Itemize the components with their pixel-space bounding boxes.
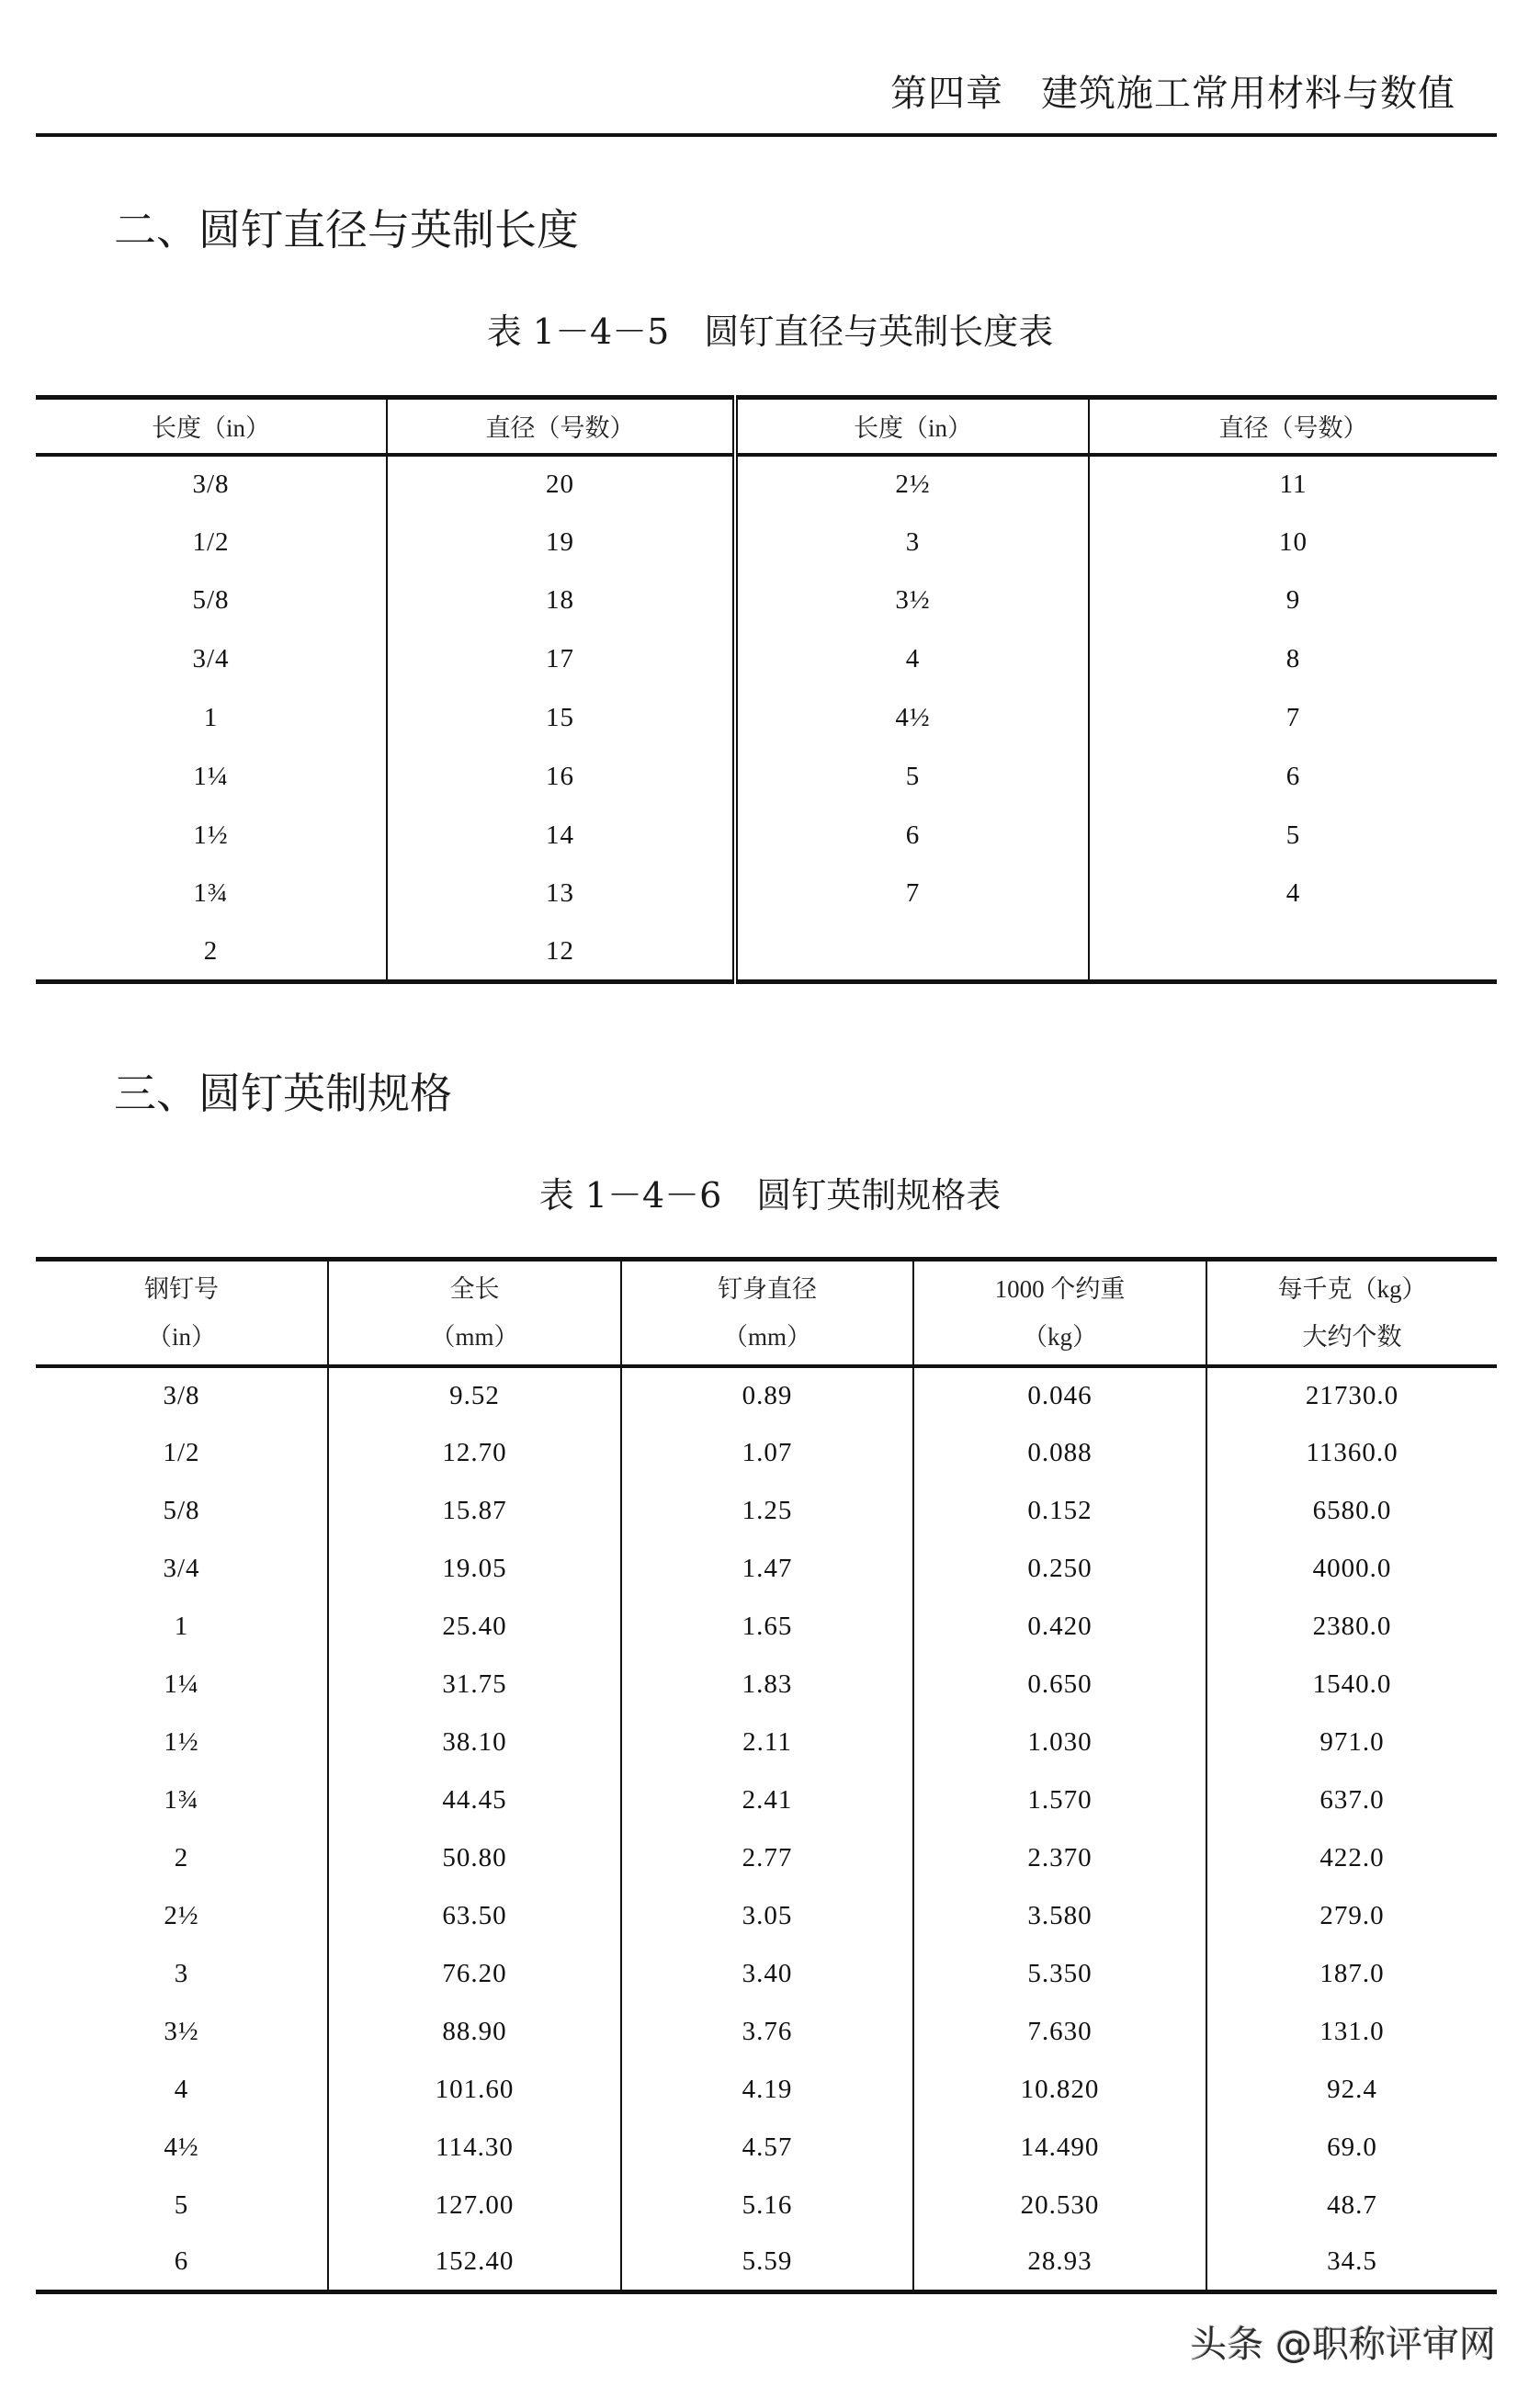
table-cell: 6 (174, 2246, 189, 2277)
table-cell: 16 (387, 747, 735, 806)
table-cell: 2.41 (621, 1771, 913, 1829)
table-cell: 127.00 (328, 2177, 621, 2234)
table-cell: 2.77 (621, 1829, 913, 1887)
table-cell: 5.350 (913, 1945, 1206, 2003)
table-cell: 4 (1089, 865, 1497, 923)
table-cell: 2 (174, 1842, 189, 1872)
table-cell: 19 (387, 513, 735, 571)
table-cell: 1.07 (621, 1424, 913, 1482)
table-cell: 15.87 (328, 1482, 621, 1540)
table-cell: 187.0 (1206, 1945, 1497, 2003)
section-title-nail-diameter: 二、圆钉直径与英制长度 (114, 205, 579, 255)
table-cell: 1/2 (192, 526, 230, 557)
table-cell: 1¾ (193, 878, 229, 909)
table-cell: 971.0 (1206, 1714, 1497, 1771)
table-cell: 1 (174, 1611, 189, 1641)
table-cell: 48.7 (1206, 2177, 1497, 2234)
table-header-row (36, 1260, 1497, 1366)
nail-imperial-spec-table (36, 1257, 1497, 2294)
table-cell: 3/4 (192, 644, 230, 674)
table-row (36, 1424, 1497, 1482)
table-cell: 3½ (164, 2016, 199, 2046)
table-cell: 422.0 (1206, 1829, 1497, 1887)
table-cell: 1.570 (913, 1771, 1206, 1829)
running-head: 第四章 建筑施工常用材料与数值 (890, 73, 1455, 115)
watermark: 头条 @职称评审网 (1190, 2324, 1496, 2366)
table-cell: 4.19 (621, 2061, 913, 2119)
table-cell: 15 (387, 689, 735, 748)
table-row (36, 1482, 1497, 1540)
header-rule (36, 133, 1497, 137)
table-cell: 0.650 (913, 1656, 1206, 1714)
header-line: 1000 个约重 (994, 1274, 1126, 1303)
table-cell: 12.70 (328, 1424, 621, 1482)
table-cell: 1¼ (193, 761, 229, 791)
col-header-diameter: 直径（号数） (387, 398, 735, 455)
table-row (36, 630, 1497, 689)
table-cell: 152.40 (328, 2234, 621, 2292)
table-row (36, 2061, 1497, 2119)
table-cell: 19.05 (328, 1540, 621, 1598)
table-row (36, 689, 1497, 748)
table-cell: 3½ (735, 571, 1089, 630)
table-cell: 88.90 (328, 2003, 621, 2061)
table-row (36, 865, 1497, 923)
header-line: 钢钉号 (144, 1274, 219, 1303)
table-row (36, 2234, 1497, 2292)
table-cell: 3.580 (913, 1887, 1206, 1945)
header-unit: （kg） (1023, 1322, 1097, 1351)
col-header-length: 长度（in） (735, 398, 1089, 455)
table-cell: 9.52 (328, 1366, 621, 1424)
header-unit: （mm） (722, 1322, 811, 1351)
table-cell: 13 (387, 865, 735, 923)
header-line: 大约个数 (1302, 1322, 1402, 1351)
table-cell: 2.11 (621, 1714, 913, 1771)
col-header-diameter: 直径（号数） (1089, 398, 1497, 455)
table-cell: 1 (203, 703, 219, 733)
table-cell: 1540.0 (1206, 1656, 1497, 1714)
table-cell: 1½ (164, 1726, 199, 1757)
table-cell: 3.76 (621, 2003, 913, 2061)
table-cell: 20 (387, 455, 735, 514)
table-cell: 3/4 (163, 1553, 200, 1583)
table-cell: 1.25 (621, 1482, 913, 1540)
table-row (36, 571, 1497, 630)
header-unit: （in） (146, 1322, 216, 1351)
table-cell: 5 (174, 2189, 189, 2220)
table-row (36, 923, 1497, 982)
table-cell: 1.030 (913, 1714, 1206, 1771)
table-cell (735, 923, 1089, 982)
table-cell: 17 (387, 630, 735, 689)
table-cell: 6 (735, 806, 1089, 865)
table-row (36, 1887, 1497, 1945)
col-header-shank-diameter (621, 1260, 913, 1366)
col-header-length: 长度（in） (151, 414, 270, 443)
table-cell: 31.75 (328, 1656, 621, 1714)
table-cell: 8 (1089, 630, 1497, 689)
table-cell: 0.046 (913, 1366, 1206, 1424)
table-cell: 34.5 (1206, 2234, 1497, 2292)
table-cell: 3/8 (192, 469, 230, 499)
table-row (36, 1714, 1497, 1771)
table-cell: 5.59 (621, 2234, 913, 2292)
table-cell: 3 (174, 1958, 189, 1988)
table-cell: 2½ (735, 455, 1089, 514)
table-cell: 25.40 (328, 1598, 621, 1656)
table-cell: 0.420 (913, 1598, 1206, 1656)
table-cell: 6580.0 (1206, 1482, 1497, 1540)
table-cell: 7 (735, 865, 1089, 923)
table-cell: 1¾ (164, 1784, 199, 1815)
table-cell: 1.83 (621, 1656, 913, 1714)
table-cell: 637.0 (1206, 1771, 1497, 1829)
table-row (36, 1656, 1497, 1714)
table-cell: 14.490 (913, 2119, 1206, 2177)
table-cell: 18 (387, 571, 735, 630)
table-cell: 0.152 (913, 1482, 1206, 1540)
table-cell: 1½ (193, 820, 229, 850)
table-cell: 1.65 (621, 1598, 913, 1656)
col-header-count-per-kg (1206, 1260, 1497, 1366)
table-cell: 131.0 (1206, 2003, 1497, 2061)
table-cell: 279.0 (1206, 1887, 1497, 1945)
table-cell: 11 (1089, 455, 1497, 514)
table-cell: 3 (735, 513, 1089, 571)
table-cell: 4000.0 (1206, 1540, 1497, 1598)
table-row (36, 2003, 1497, 2061)
header-line: 每千克（kg） (1277, 1274, 1427, 1303)
table-cell: 11360.0 (1206, 1424, 1497, 1482)
table-row (36, 455, 1497, 514)
table-cell: 2½ (164, 1900, 199, 1930)
table-cell: 21730.0 (1206, 1366, 1497, 1424)
table-cell: 44.45 (328, 1771, 621, 1829)
table-cell: 7.630 (913, 2003, 1206, 2061)
table-cell: 4½ (164, 2132, 199, 2162)
table-cell: 5/8 (192, 585, 230, 616)
table-cell: 1.47 (621, 1540, 913, 1598)
table-cell: 2 (203, 936, 219, 967)
table-cell: 3.40 (621, 1945, 913, 2003)
table-cell: 50.80 (328, 1829, 621, 1887)
table-cell: 10 (1089, 513, 1497, 571)
table-cell: 6 (1089, 747, 1497, 806)
table-row (36, 1540, 1497, 1598)
table-cell: 5/8 (163, 1495, 200, 1525)
table-row (36, 1366, 1497, 1424)
table-cell: 4 (735, 630, 1089, 689)
table-header-row (36, 398, 1497, 455)
table-row (36, 747, 1497, 806)
table-cell: 5 (1089, 806, 1497, 865)
table-row (36, 2119, 1497, 2177)
table-cell: 10.820 (913, 2061, 1206, 2119)
table-cell: 12 (387, 923, 735, 982)
table-cell: 1¼ (164, 1669, 199, 1699)
table-row (36, 2177, 1497, 2234)
table-cell: 92.4 (1206, 2061, 1497, 2119)
table-cell: 63.50 (328, 1887, 621, 1945)
table-row (36, 1945, 1497, 2003)
table-row (36, 1598, 1497, 1656)
table-cell: 28.93 (913, 2234, 1206, 2292)
table-cell: 20.530 (913, 2177, 1206, 2234)
table-cell: 69.0 (1206, 2119, 1497, 2177)
table-cell: 0.088 (913, 1424, 1206, 1482)
table-cell: 3.05 (621, 1887, 913, 1945)
table-cell: 0.250 (913, 1540, 1206, 1598)
table-cell: 14 (387, 806, 735, 865)
table-cell: 2380.0 (1206, 1598, 1497, 1656)
table-cell: 114.30 (328, 2119, 621, 2177)
table-cell: 3/8 (163, 1380, 200, 1410)
header-line: 全长 (449, 1274, 500, 1303)
table-row (36, 1771, 1497, 1829)
nail-diameter-length-table (36, 395, 1497, 984)
table-cell (1089, 923, 1497, 982)
table-cell: 76.20 (328, 1945, 621, 2003)
table-cell: 4½ (735, 689, 1089, 748)
table-cell: 1/2 (163, 1437, 200, 1467)
header-line: 钉身直径 (718, 1274, 817, 1303)
table-cell: 101.60 (328, 2061, 621, 2119)
table-cell: 5 (735, 747, 1089, 806)
table-caption-1-4-6: 表 1－4－6 圆钉英制规格表 (538, 1175, 1002, 1216)
header-unit: （mm） (430, 1322, 519, 1351)
col-header-weight-per-1000 (913, 1260, 1206, 1366)
table-row (36, 806, 1497, 865)
table-cell: 0.89 (621, 1366, 913, 1424)
table-cell: 9 (1089, 571, 1497, 630)
table-cell: 5.16 (621, 2177, 913, 2234)
col-header-total-length (328, 1260, 621, 1366)
table-cell: 38.10 (328, 1714, 621, 1771)
section-title-nail-specs: 三、圆钉英制规格 (114, 1069, 452, 1118)
table-cell: 4 (174, 2074, 189, 2104)
col-header-nail-gauge (36, 1260, 328, 1366)
table-row (36, 1829, 1497, 1887)
table-cell: 4.57 (621, 2119, 913, 2177)
table-caption-1-4-5: 表 1－4－5 圆钉直径与英制长度表 (486, 311, 1054, 352)
table-row (36, 513, 1497, 571)
table-cell: 2.370 (913, 1829, 1206, 1887)
table-cell: 7 (1089, 689, 1497, 748)
